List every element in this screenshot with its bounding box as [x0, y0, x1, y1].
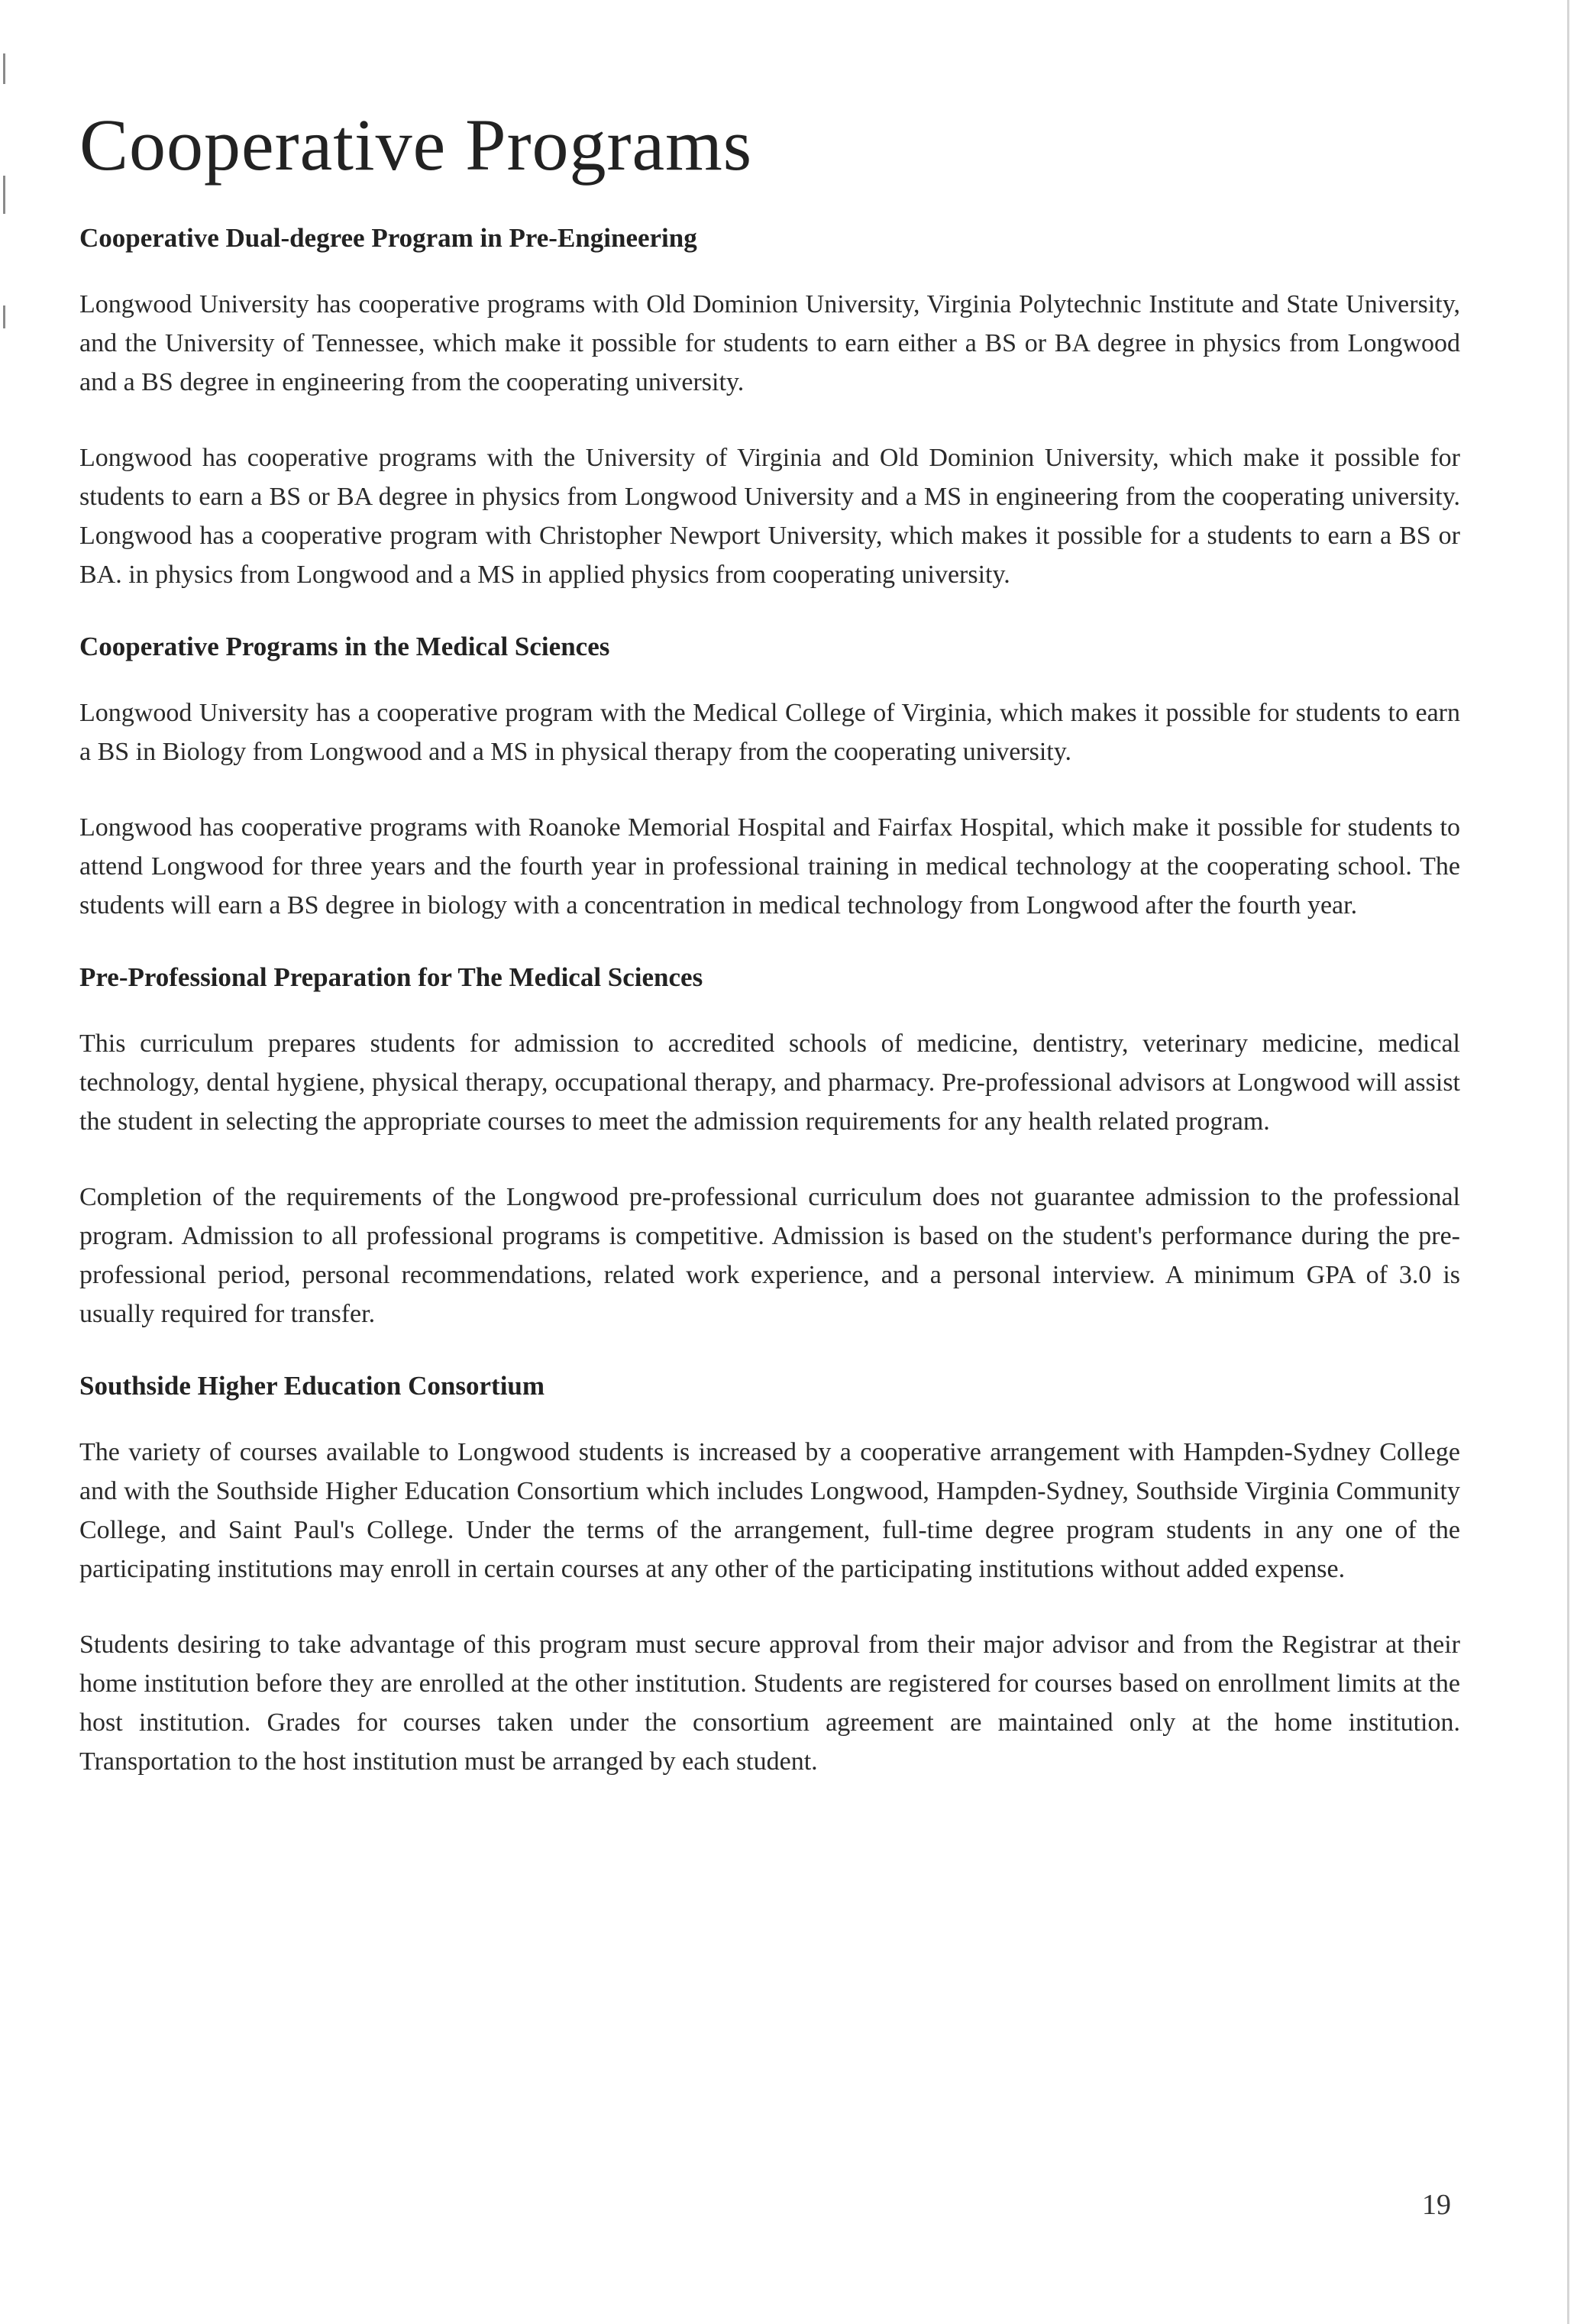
- section-paragraph: Longwood University has a cooperative program with the Medical College of Virginia, which makes it possible for students to earn a BS in Biology from Longwood and a MS in physical therapy from the cooperating university.: [79, 698, 1460, 766]
- scan-edge-mark: [3, 305, 5, 328]
- section-heading: Pre-Professional Preparation for The Medical Sciences: [79, 962, 703, 992]
- section-heading: Cooperative Programs in the Medical Sciences: [79, 631, 610, 661]
- section-paragraph: Longwood has cooperative programs with Roanoke Memorial Hospital and Fairfax Hospital, which make it possible for students to attend Longwood for three years and the fourth year in professional training in medical technology at the cooperating school. The students will earn a BS degree in biology with a concentration in medical technology from Longwood after the fourth year.: [79, 813, 1460, 920]
- section-paragraph: The variety of courses available to Longwood students is increased by a cooperative arrangement with Hampden-Sydney College and with the Southside Higher Education Consortium which includes Longwood, Hampden-Sydney, Southside Virginia Community College, and Saint Paul's College. Under the terms of the arrangement, full-time degree program students in any one of the participating institutions may enroll in certain courses at any other of the participating institutions without added expense.: [79, 1437, 1460, 1583]
- page-title: Cooperative Programs: [79, 104, 753, 186]
- section-heading: Southside Higher Education Consortium: [79, 1370, 545, 1401]
- section-heading: Cooperative Dual-degree Program in Pre-Engineering: [79, 222, 697, 253]
- section-paragraph: Students desiring to take advantage of this program must secure approval from their major advisor and from the Registrar at their home institution before they are enrolled at the other institution. Students are registered for courses based on enrollment limits at the host institution. Grades for courses taken under the consortium agreement are maintained only at the home institution. Transportation to the host institution must be arranged by each student.: [79, 1630, 1460, 1776]
- page-number: 19: [1422, 2189, 1451, 2221]
- section-paragraph: Longwood University has cooperative programs with Old Dominion University, Virginia Polytechnic Institute and State University, and the University of Tennessee, which make it possible for students to earn either a BS or BA degree in physics from Longwood and a BS degree in engineering from the cooperating university.: [79, 289, 1460, 396]
- scan-edge-mark: [3, 176, 5, 214]
- scan-edge-mark: [3, 53, 5, 84]
- binding-edge-line: [1567, 0, 1569, 2324]
- page-content: [79, 104, 1460, 1818]
- section-paragraph: Completion of the requirements of the Longwood pre-professional curriculum does not guarantee admission to the professional program. Admission to all professional programs is competitive. Admission is based on the student's performance during the pre-professional period, personal recommendations, related work experience, and a personal interview. A minimum GPA of 3.0 is usually required for transfer.: [79, 1182, 1460, 1328]
- section-paragraph: Longwood has cooperative programs with the University of Virginia and Old Dominion University, which make it possible for students to earn a BS or BA degree in physics from Longwood University and a MS in engineering from the cooperating university. Longwood has a cooperative program with Christopher Newport University, which makes it possible for a students to earn a BS or BA. in physics from Longwood and a MS in applied physics from cooperating university.: [79, 443, 1460, 589]
- section-paragraph: This curriculum prepares students for admission to accredited schools of medicine, dentistry, veterinary medicine, medical technology, dental hygiene, physical therapy, occupational therapy, and pharmacy. Pre-professional advisors at Longwood will assist the student in selecting the appropriate courses to meet the admission requirements for any health related program.: [79, 1029, 1460, 1136]
